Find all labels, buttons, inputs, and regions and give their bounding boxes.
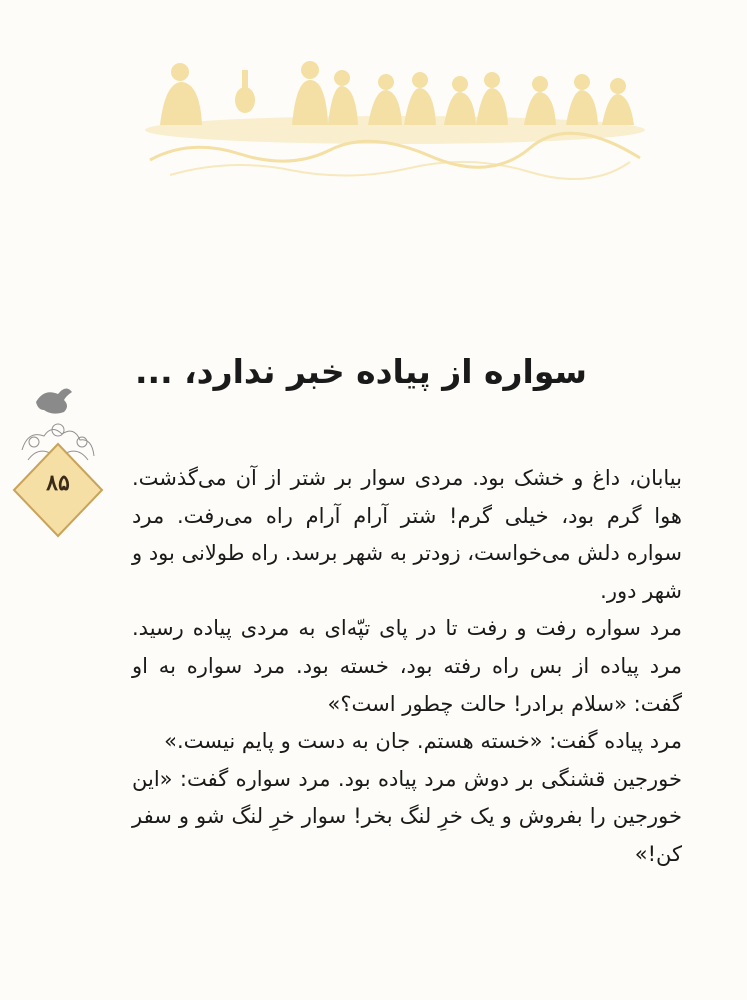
paragraph: بیابان، داغ و خشک بود. مردی سوار بر شتر از آن می‌گذشت. هوا گرم بود، خیلی گرم! شتر آرام آرام راه می‌رفت. مرد سواره دلش می‌خواست، زودتر به شهر برسد. راه طولانی بود و شهر دور. — [132, 466, 682, 603]
chapter-title: سواره از پیاده خبر ندارد، ... — [135, 352, 587, 391]
paragraph: خورجین قشنگی بر دوش مرد پیاده بود. مرد سواره گفت: «این خورجین را بفروش و یک خرِ لنگ بخر! سوار خرِ لنگ شو و سفر کن!» — [132, 766, 682, 866]
decorative-banner — [130, 50, 660, 190]
paragraph: مرد پیاده گفت: «خسته هستم. جان به دست و پایم نیست.» — [164, 729, 682, 754]
page-number: ۸۵ — [46, 470, 70, 496]
paragraph: مرد سواره رفت و رفت تا در پای تپّه‌ای به مردی پیاده رسید. مرد پیاده از بس راه رفته بود، خسته بود. مرد سواره به او گفت: «سلام برادر! حالت چطور است؟» — [132, 616, 682, 716]
chapter-body — [132, 460, 682, 874]
page-number-badge — [8, 380, 108, 540]
dove-icon — [36, 388, 72, 413]
